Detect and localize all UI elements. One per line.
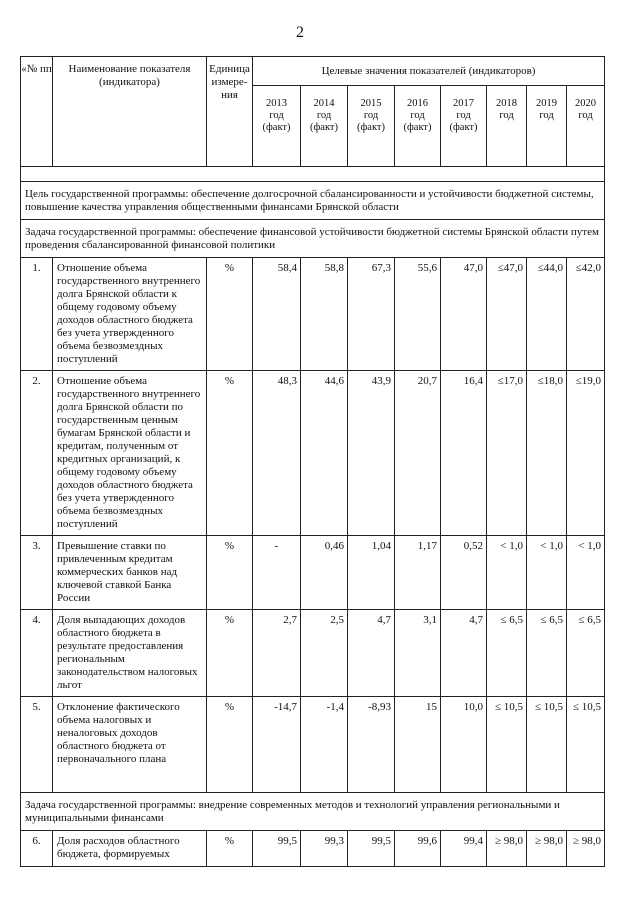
value-2015: 43,9	[348, 371, 395, 536]
target-2018: < 1,0	[487, 536, 527, 610]
row-unit: %	[207, 371, 253, 536]
value-2014: 99,3	[301, 831, 348, 867]
row-unit: %	[207, 831, 253, 867]
value-2015: 1,04	[348, 536, 395, 610]
year-2018: 2018 год	[487, 86, 527, 167]
row-number: 4.	[21, 610, 53, 697]
row-unit: %	[207, 610, 253, 697]
value-2013: 48,3	[253, 371, 301, 536]
value-2015: -8,93	[348, 697, 395, 793]
target-2020: ≥ 98,0	[567, 831, 605, 867]
row-name: Превышение ставки по привлеченным кредитам коммерческих банков над ключевой ставкой Банка России	[53, 536, 207, 610]
value-2014: 2,5	[301, 610, 348, 697]
row-name: Доля расходов областного бюджета, формируемых	[53, 831, 207, 867]
value-2014: 0,46	[301, 536, 348, 610]
value-2015: 4,7	[348, 610, 395, 697]
target-2020: ≤42,0	[567, 258, 605, 371]
table-row	[21, 371, 605, 536]
value-2015: 67,3	[348, 258, 395, 371]
value-2014: 44,6	[301, 371, 348, 536]
value-2017: 16,4	[441, 371, 487, 536]
value-2016: 15	[395, 697, 441, 793]
target-2020: ≤ 6,5	[567, 610, 605, 697]
row-unit: %	[207, 697, 253, 793]
section-task-1	[21, 220, 605, 258]
header-unit: Единица измере-ния	[207, 57, 253, 167]
row-unit: %	[207, 258, 253, 371]
target-2019: ≤ 6,5	[527, 610, 567, 697]
header-target: Целевые значения показателей (индикаторов)	[253, 57, 605, 86]
target-2019: < 1,0	[527, 536, 567, 610]
section-goal-text: Цель государственной программы: обеспечение долгосрочной сбалансированности и устойчивости бюджетной системы, повышение качества управления общественными финансами Брянской области	[21, 182, 605, 220]
target-2019: ≤ 10,5	[527, 697, 567, 793]
value-2015: 99,5	[348, 831, 395, 867]
header-row-1	[21, 57, 605, 86]
section-goal	[21, 182, 605, 220]
row-number: 3.	[21, 536, 53, 610]
target-2019: ≤44,0	[527, 258, 567, 371]
row-name: Отклонение фактического объема налоговых и неналоговых доходов областного бюджета от первоначального плана	[53, 697, 207, 793]
section-task-1-text: Задача государственной программы: обеспечение финансовой устойчивости бюджетной системы Брянской области путем проведения сбалансированной финансовой политики	[21, 220, 605, 258]
value-2017: 47,0	[441, 258, 487, 371]
value-2013: -14,7	[253, 697, 301, 793]
row-unit: %	[207, 536, 253, 610]
year-2013: 2013 год (факт)	[253, 86, 301, 167]
row-name: Отношение объема государственного внутреннего долга Брянской области к общему годовому объему доходов областного бюджета без учета утвержденного объема безвозмездных поступлений	[53, 258, 207, 371]
year-2019: 2019 год	[527, 86, 567, 167]
target-2018: ≤ 6,5	[487, 610, 527, 697]
year-2020: 2020 год	[567, 86, 605, 167]
row-number: 6.	[21, 831, 53, 867]
header-name: Наименование показателя (индикатора)	[53, 57, 207, 167]
section-task-2-text: Задача государственной программы: внедрение современных методов и технологий управления региональными и муниципальными финансами	[21, 793, 605, 831]
value-2013: 99,5	[253, 831, 301, 867]
row-number: 5.	[21, 697, 53, 793]
row-number: 2.	[21, 371, 53, 536]
value-2016: 1,17	[395, 536, 441, 610]
value-2017: 99,4	[441, 831, 487, 867]
row-name: Отношение объема государственного внутреннего долга Брянской области по государственным ценным бумагам Брянской области и кредитам, полученным от кредитных организаций, к общему годовому объему доходов областного бюджета без учета утвержденного объема безвозмездных поступлений	[53, 371, 207, 536]
target-2020: ≤19,0	[567, 371, 605, 536]
value-2017: 0,52	[441, 536, 487, 610]
table-row	[21, 610, 605, 697]
target-2018: ≥ 98,0	[487, 831, 527, 867]
row-name: Доля выпадающих доходов областного бюджета в результате предоставления региональным законодательством налоговых льгот	[53, 610, 207, 697]
target-2019: ≤18,0	[527, 371, 567, 536]
target-2018: ≤17,0	[487, 371, 527, 536]
value-2013: 2,7	[253, 610, 301, 697]
value-2017: 10,0	[441, 697, 487, 793]
value-2016: 3,1	[395, 610, 441, 697]
target-2018: ≤47,0	[487, 258, 527, 371]
page-number: 2	[296, 24, 304, 41]
table-row	[21, 831, 605, 867]
table-row	[21, 697, 605, 793]
target-2020: < 1,0	[567, 536, 605, 610]
indicators-table	[20, 56, 605, 867]
year-2014: 2014 год (факт)	[301, 86, 348, 167]
year-2016: 2016 год (факт)	[395, 86, 441, 167]
value-2014: 58,8	[301, 258, 348, 371]
year-2017: 2017 год (факт)	[441, 86, 487, 167]
value-2014: -1,4	[301, 697, 348, 793]
header-num: «№ пп	[21, 57, 53, 167]
row-number: 1.	[21, 258, 53, 371]
target-2020: ≤ 10,5	[567, 697, 605, 793]
value-2013: -	[253, 536, 301, 610]
value-2013: 58,4	[253, 258, 301, 371]
target-2019: ≥ 98,0	[527, 831, 567, 867]
section-task-2	[21, 793, 605, 831]
value-2016: 55,6	[395, 258, 441, 371]
target-2018: ≤ 10,5	[487, 697, 527, 793]
value-2017: 4,7	[441, 610, 487, 697]
value-2016: 99,6	[395, 831, 441, 867]
value-2016: 20,7	[395, 371, 441, 536]
spacer-row	[21, 167, 605, 182]
table-row	[21, 536, 605, 610]
year-2015: 2015 год (факт)	[348, 86, 395, 167]
table-row	[21, 258, 605, 371]
